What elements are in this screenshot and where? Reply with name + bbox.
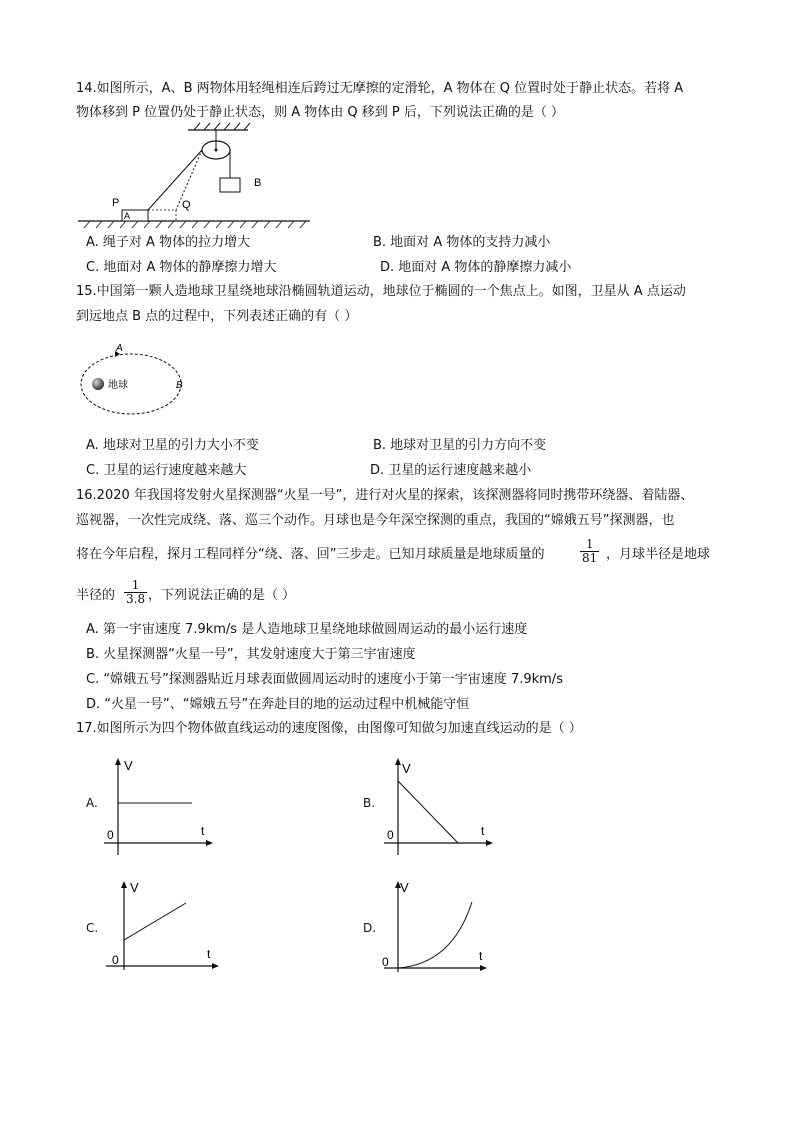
q17-graph-d [380,878,500,983]
q16-stem-line4a: 半径的 [76,588,116,603]
q16-stem-line3: 将在今年启程，探月工程同样分“绕、落、回”三步走。已知月球质量是地球质量的 [76,547,545,562]
q15-label-a: A [116,343,123,354]
q14-label-a: A [124,211,131,221]
q17-graph-b-tlabel: t [481,824,485,838]
q17-stem-line1: 17.如图所示为四个物体做直线运动的速度图像，由图像可知做匀加速直线运动的是（ ） [76,721,582,736]
q14-option-b: B. 地面对 A 物体的支持力减小 [373,235,551,250]
q16-option-a: A. 第一宇宙速度 7.9km/s 是人造地球卫星绕地球做圆周运动的最小运行速度 [86,622,528,637]
q17-graph-a-origin: 0 [107,828,114,842]
q15-label-b: B [176,380,183,391]
q14-label-b: B [254,177,262,189]
q14-option-a: A. 绳子对 A 物体的拉力增大 [86,235,251,250]
q17-graph-c-vlabel: V [130,880,139,895]
q17-graph-d-vlabel: V [400,880,409,895]
q16-option-b: B. 火星探测器“火星一号”，其发射速度大于第三宇宙速度 [86,647,416,662]
q14-stem-line1: 14.如图所示，A、B 两物体用轻绳相连后跨过无摩擦的定滑轮，A 物体在 Q 位置时处于静止状态。若将 A [76,81,684,96]
q16-stem-line3b: ，月球半径是地球 [606,547,711,562]
q15-option-b: B. 地球对卫星的引力方向不变 [373,438,547,453]
q17-graph-d-origin: 0 [382,955,389,969]
q17-graph-a [100,755,220,860]
q15-option-a: A. 地球对卫星的引力大小不变 [86,438,259,453]
q14-label-p: P [112,197,120,209]
q16-stem-line1: 16.2020 年我国将发射火星探测器“火星一号”，进行对火星的探索，该探测器将同时携带环绕器、着陆器、 [76,488,694,503]
q14-pulley-figure [70,120,320,230]
q16-stem-line2: 巡视器，一次性完成绕、落、巡三个动作。月球也是今年深空探测的重点，我国的“嫦娥五号”探测器，也 [76,513,675,528]
q17-graph-b-label: B. [363,796,376,810]
q17-graph-c [100,878,220,983]
q14-option-c: C. 地面对 A 物体的静摩擦力增大 [86,260,277,275]
q16-fraction-radius [124,579,147,606]
q14-stem-line2: 物体移到 P 位置仍处于静止状态，则 A 物体由 Q 移到 P 后，下列说法正确的是（ ） [76,105,564,120]
q17-graph-d-label: D. [363,921,377,935]
q17-graph-c-origin: 0 [112,953,119,967]
q17-graph-b-vlabel: V [402,761,411,776]
q15-option-c: C. 卫星的运行速度越来越大 [86,463,247,478]
q16-fraction-mass [580,538,599,565]
q17-graph-a-vlabel: V [124,758,133,773]
q16-fraction-mass-den: 81 [582,551,598,565]
q17-graph-b [380,755,500,860]
q14-label-q: Q [182,199,191,211]
q16-option-d: D. “火星一号”、“嫦娥五号”在奔赴目的地的运动过程中机械能守恒 [86,697,470,712]
q17-graph-d-tlabel: t [479,949,483,963]
q15-stem-line1: 15.中国第一颗人造地球卫星绕地球沿椭圆轨道运动，地球位于椭圆的一个焦点上。如图，卫星从 A 点运动 [76,284,686,299]
q15-label-earth: 地球 [108,380,128,391]
q17-graph-c-label: C. [86,921,99,935]
q15-stem-line2: 到远地点 B 点的过程中，下列表述正确的有（ ） [76,309,358,324]
q16-fraction-radius-den: 3.8 [126,592,146,606]
q16-option-c: C. “嫦娥五号”探测器贴近月球表面做圆周运动时的速度小于第一宇宙速度 7.9km/s [86,672,563,687]
earth-icon [92,378,104,390]
q15-orbit-figure [76,338,196,428]
q17-graph-a-label: A. [86,796,98,810]
q14-option-d: D. 地面对 A 物体的静摩擦力减小 [380,260,572,275]
q17-graph-a-tlabel: t [201,824,205,838]
q16-fraction-mass-num: 1 [585,537,594,551]
q17-graph-c-tlabel: t [207,947,211,961]
q16-stem-line4b: ，下列说法正确的是（ ） [148,588,296,603]
q17-graph-b-origin: 0 [387,828,394,842]
q15-option-d: D. 卫星的运行速度越来越小 [370,463,532,478]
q16-fraction-radius-num: 1 [131,578,140,592]
